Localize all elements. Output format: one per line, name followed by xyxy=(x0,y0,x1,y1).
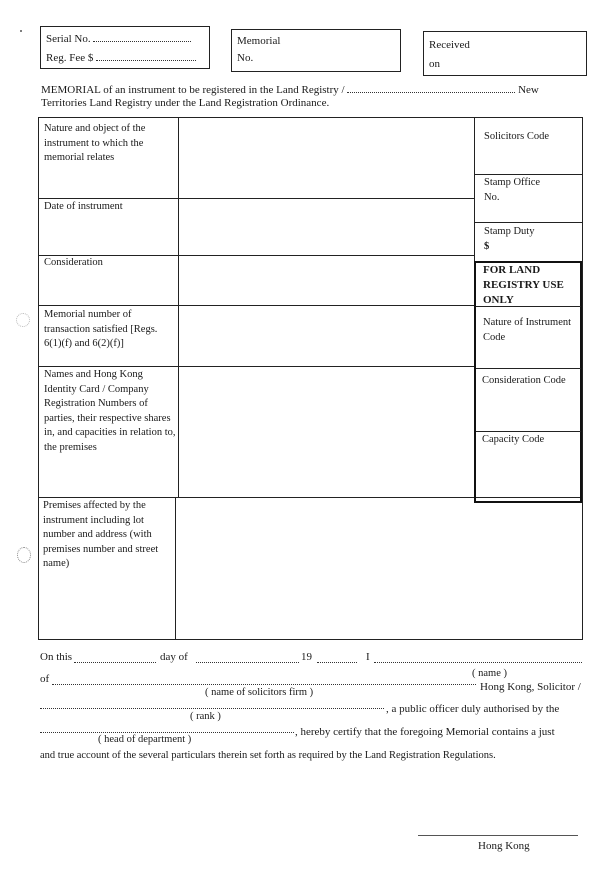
side-row-divider xyxy=(474,174,583,175)
year-input-line[interactable] xyxy=(317,662,357,663)
reg-fee-input-line[interactable] xyxy=(96,51,196,61)
scan-speck xyxy=(20,30,22,32)
signature-place: Hong Kong xyxy=(478,840,530,852)
solicitors-code-label: Solicitors Code xyxy=(484,131,550,142)
capacity-code-label: Capacity Code xyxy=(482,434,545,445)
row-label-nature-object: Nature and object of the instrument to which the memorial relates xyxy=(44,123,146,163)
reg-fee-field[interactable] xyxy=(46,51,196,65)
label-column-divider xyxy=(175,497,176,640)
hong-kong-solicitor-label: Hong Kong, Solicitor / xyxy=(480,681,581,693)
name-input-line[interactable] xyxy=(374,662,582,663)
certification-final-line: and true account of the several particulars therein set forth as required by the Land Registration Regulations. xyxy=(40,750,496,761)
row-divider xyxy=(38,305,474,306)
stamp-duty-label: Stamp Duty xyxy=(484,226,535,237)
rank-input-line[interactable] xyxy=(40,708,384,709)
hereby-certify-text: , hereby certify that the foregoing Memorial contains a just xyxy=(295,726,555,738)
month-input-line[interactable] xyxy=(196,662,299,663)
row-label-date-of-instrument: Date of instrument xyxy=(44,201,123,212)
i-label: I xyxy=(366,651,370,663)
row-label-premises: Premises affected by the instrument including lot number and address (with premises number and street name) xyxy=(43,500,159,569)
intro-new-text: New xyxy=(518,84,539,96)
memorial-no-box[interactable] xyxy=(231,29,401,72)
day-of-label: day of xyxy=(160,651,188,663)
intro-text: MEMORIAL of an instrument to be registered in the Land Registry / xyxy=(41,84,345,96)
stamp-duty-currency: $ xyxy=(484,241,490,252)
row-divider xyxy=(38,366,474,367)
premises-input[interactable] xyxy=(177,499,581,638)
reg-fee-label: Reg. Fee $ xyxy=(46,52,94,64)
day-input-line[interactable] xyxy=(74,662,156,663)
nature-of-instrument-code-label: Nature of Instrument Code xyxy=(483,317,572,343)
row-label-memorial-number: Memorial number of transaction satisfied [Regs. 6(1)(f) and 6(2)(f)] xyxy=(44,309,158,349)
intro-line-2: Territories Land Registry under the Land Registration Ordinance. xyxy=(41,97,330,109)
row-label-parties: Names and Hong Kong Identity Card / Company Registration Numbers of parties, their respective shares in, and capacities in relation to, the premises xyxy=(44,369,176,453)
firm-caption: ( name of solicitors firm ) xyxy=(205,687,314,698)
solicitors-firm-input-line[interactable] xyxy=(52,684,476,685)
serial-no-field[interactable] xyxy=(46,32,191,46)
registry-name-input-line[interactable] xyxy=(347,83,515,93)
consideration-code-label: Consideration Code xyxy=(482,375,566,386)
side-row-divider xyxy=(476,368,581,369)
serial-no-input-line[interactable] xyxy=(93,32,191,42)
received-on-label: on xyxy=(429,58,440,70)
date-of-instrument-input[interactable] xyxy=(180,200,473,254)
received-on-box[interactable] xyxy=(423,31,587,76)
intro-line-1 xyxy=(41,83,539,97)
head-of-department-caption: ( head of department ) xyxy=(98,734,192,745)
memorial-number-input[interactable] xyxy=(180,307,473,365)
row-divider xyxy=(38,198,474,199)
side-row-divider xyxy=(476,431,581,432)
serial-fee-box xyxy=(40,26,210,69)
label-column-divider xyxy=(178,117,179,498)
land-registry-use-heading: FOR LAND REGISTRY USE ONLY xyxy=(483,264,564,306)
row-label-consideration: Consideration xyxy=(44,257,103,268)
punch-hole-mark xyxy=(17,547,31,563)
memorial-no-label: No. xyxy=(237,52,254,64)
memorial-label: Memorial xyxy=(237,35,281,47)
rank-caption: ( rank ) xyxy=(190,711,221,722)
on-this-label: On this xyxy=(40,651,73,663)
nature-object-input[interactable] xyxy=(180,119,473,197)
stamp-office-no-label: Stamp Office No. xyxy=(484,177,541,203)
consideration-input[interactable] xyxy=(180,257,473,304)
year-prefix-label: 19 xyxy=(301,651,312,663)
side-row-divider xyxy=(474,222,583,223)
parties-input[interactable] xyxy=(180,368,473,496)
public-officer-text: , a public officer duly authorised by the xyxy=(386,703,560,715)
punch-hole-mark xyxy=(16,313,30,327)
signature-line[interactable] xyxy=(418,835,578,836)
received-label: Received xyxy=(429,39,470,51)
of-label: of xyxy=(40,673,50,685)
name-caption: ( name ) xyxy=(472,668,507,679)
serial-no-label: Serial No. xyxy=(46,33,91,45)
